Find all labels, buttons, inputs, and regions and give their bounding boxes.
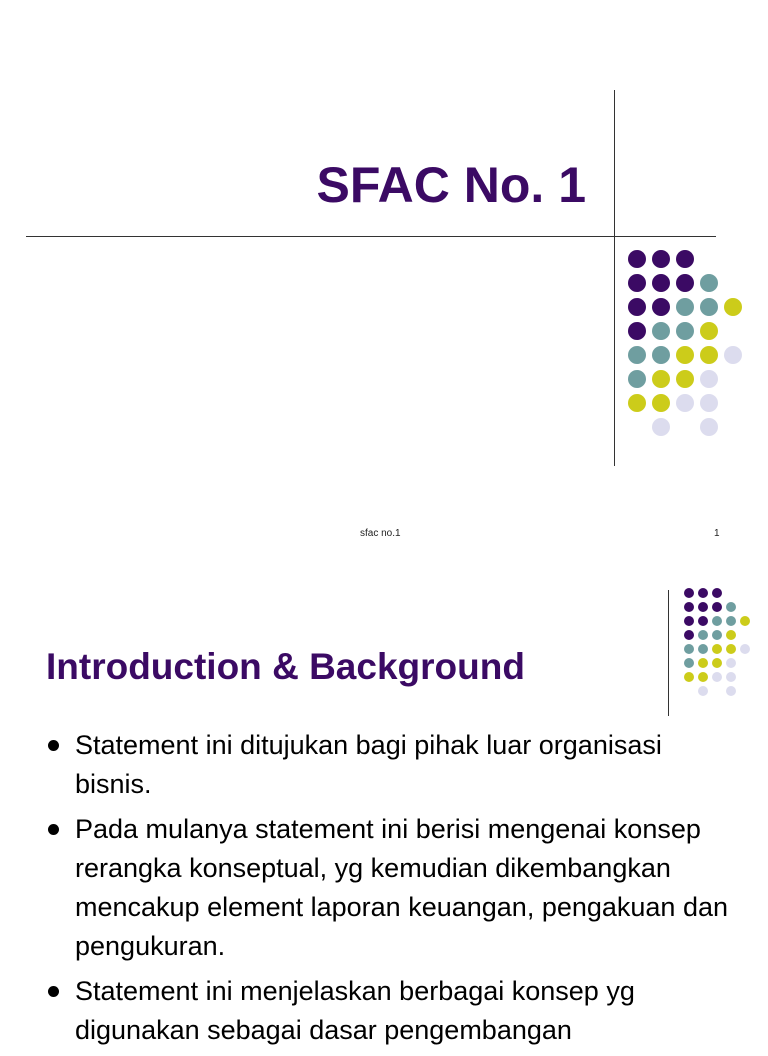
dot-purple — [652, 250, 670, 268]
bullet-dot-icon — [48, 740, 59, 751]
dot-lavender — [698, 686, 708, 696]
bullet-text: Pada mulanya statement ini berisi mengenai konsep rerangka konseptual, yg kemudian dikembangkan mencakup element laporan keuangan, pengakuan dan pengukuran. — [75, 814, 728, 961]
dot-lavender — [676, 394, 694, 412]
dot-purple — [676, 250, 694, 268]
dot-yellow — [698, 672, 708, 682]
dot-lavender — [726, 672, 736, 682]
dot-yellow — [684, 672, 694, 682]
bullet-text: Statement ini ditujukan bagi pihak luar organisasi bisnis. — [75, 730, 662, 799]
dot-yellow — [712, 658, 722, 668]
bullet-item — [44, 972, 744, 1050]
dot-purple — [698, 588, 708, 598]
slide-page-number: 1 — [714, 528, 720, 539]
dot-lavender — [726, 686, 736, 696]
dot-yellow — [652, 370, 670, 388]
bullet-item — [44, 810, 744, 966]
dot-purple — [684, 602, 694, 612]
dot-purple — [698, 602, 708, 612]
dot-lavender — [712, 672, 722, 682]
dot-lavender — [726, 658, 736, 668]
dot-purple — [684, 588, 694, 598]
dot-purple — [628, 322, 646, 340]
dot-teal — [628, 346, 646, 364]
bullet-dot-icon — [48, 824, 59, 835]
dot-lavender — [724, 346, 742, 364]
corner-divider-vertical — [668, 590, 669, 716]
dot-yellow — [700, 322, 718, 340]
dot-purple — [712, 602, 722, 612]
dot-teal — [676, 298, 694, 316]
bullet-text: Statement ini menjelaskan berbagai konsep yg digunakan sebagai dasar pengembangan — [75, 976, 635, 1045]
dot-teal — [698, 630, 708, 640]
dot-lavender — [700, 370, 718, 388]
dot-teal — [628, 370, 646, 388]
dot-teal — [676, 322, 694, 340]
dot-yellow — [676, 370, 694, 388]
dot-yellow — [698, 658, 708, 668]
dot-teal — [698, 644, 708, 654]
dot-purple — [712, 588, 722, 598]
dot-purple — [676, 274, 694, 292]
dot-lavender — [740, 644, 750, 654]
dot-purple — [684, 616, 694, 626]
dot-teal — [652, 346, 670, 364]
dot-yellow — [628, 394, 646, 412]
dot-yellow — [676, 346, 694, 364]
bullet-dot-icon — [48, 986, 59, 997]
title-divider-horizontal — [26, 236, 716, 237]
dot-purple — [628, 250, 646, 268]
dot-lavender — [700, 418, 718, 436]
dot-purple — [652, 298, 670, 316]
dot-teal — [652, 322, 670, 340]
dot-teal — [726, 602, 736, 612]
dot-purple — [628, 298, 646, 316]
slide-2 — [0, 560, 768, 1045]
dot-teal — [712, 616, 722, 626]
dot-yellow — [726, 644, 736, 654]
dot-lavender — [652, 418, 670, 436]
dot-teal — [684, 658, 694, 668]
dot-purple — [698, 616, 708, 626]
dot-yellow — [740, 616, 750, 626]
title-divider-vertical — [614, 90, 615, 466]
dot-yellow — [700, 346, 718, 364]
dot-lavender — [700, 394, 718, 412]
slide-2-title: Introduction & Background — [46, 646, 525, 687]
bullet-item — [44, 726, 744, 804]
dot-teal — [726, 616, 736, 626]
bullet-list — [44, 726, 744, 1056]
dot-yellow — [652, 394, 670, 412]
dot-purple — [628, 274, 646, 292]
dot-teal — [700, 298, 718, 316]
dot-teal — [712, 630, 722, 640]
dot-purple — [652, 274, 670, 292]
dot-teal — [700, 274, 718, 292]
dot-yellow — [712, 644, 722, 654]
slide-footer: sfac no.1 — [360, 528, 401, 539]
dot-purple — [684, 630, 694, 640]
dot-yellow — [726, 630, 736, 640]
dot-yellow — [724, 298, 742, 316]
dot-teal — [684, 644, 694, 654]
slide-1-title: SFAC No. 1 — [316, 157, 586, 213]
